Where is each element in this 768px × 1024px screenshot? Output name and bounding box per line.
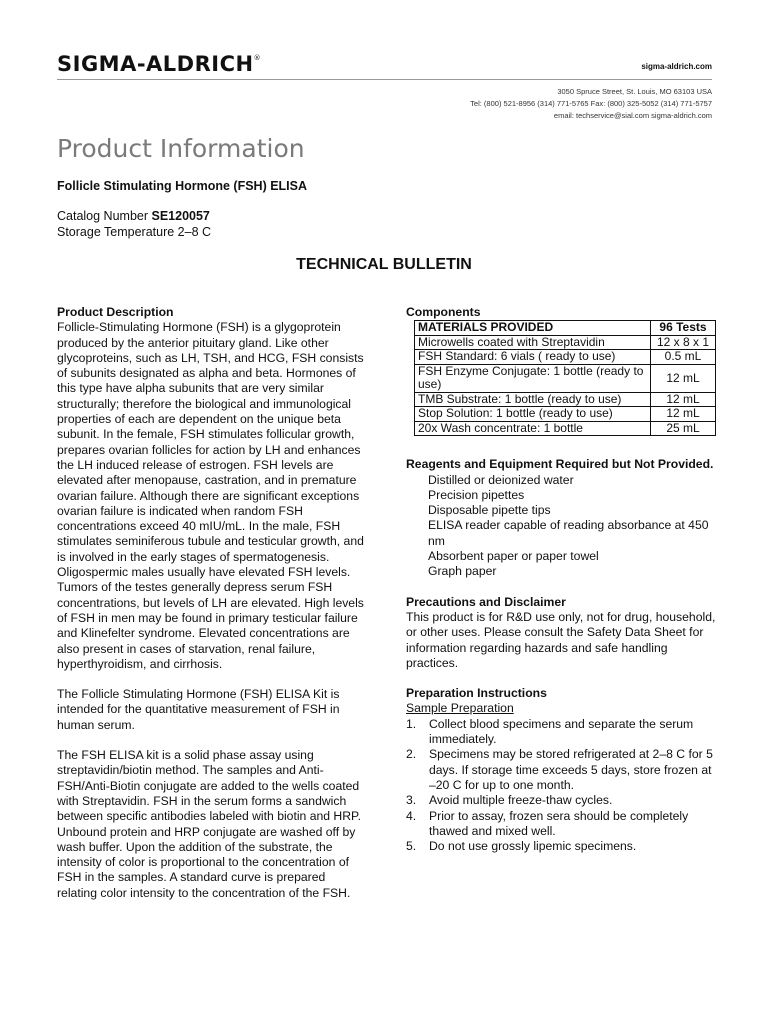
catalog-block <box>57 208 211 240</box>
description-paragraph-2: The Follicle Stimulating Hormone (FSH) ELISA Kit is intended for the quantitative measurement of FSH in human serum. <box>57 687 340 732</box>
phone-fax-line: Tel: (800) 521-8956 (314) 771-5765 Fax: (800) 325-5052 (314) 771-5757 <box>470 99 712 108</box>
preparation-section <box>406 686 716 854</box>
quantity-cell: 25 mL <box>651 421 716 436</box>
table-row <box>415 392 716 407</box>
product-name: Follicle Stimulating Hormone (FSH) ELISA <box>57 179 308 193</box>
left-column <box>57 305 367 916</box>
material-cell: 20x Wash concentrate: 1 bottle <box>415 421 651 436</box>
product-description-heading: Product Description <box>57 305 174 319</box>
list-item <box>406 839 716 854</box>
step-text: Do not use grossly lipemic specimens. <box>429 839 637 854</box>
list-item: Graph paper <box>428 564 497 579</box>
list-item <box>406 747 716 793</box>
site-url[interactable]: sigma-aldrich.com <box>641 62 712 71</box>
quantity-cell: 0.5 mL <box>651 350 716 365</box>
step-number: 3. <box>406 793 417 808</box>
preparation-steps <box>406 717 716 855</box>
description-paragraph-3: The FSH ELISA kit is a solid phase assay using streptavidin/biotin method. The samples and Anti-FSH/Anti-Biotin conjugate are added to the wells coated with Streptavidin. FSH in the serum forms a sandwich between specific antibodies labeled with biotin and HRP. Unbound protein and HRP conjugate are washed off by wash buffer. Upon the addition of the substrate, the intensity of color is proportional to the concentration of FSH in the samples. A standard curve is prepared relating color intensity to the concentration of the FSH. <box>57 748 361 900</box>
step-number: 4. <box>406 808 417 823</box>
materials-header: MATERIALS PROVIDED <box>415 321 651 336</box>
list-item: Disposable pipette tips <box>428 503 551 518</box>
material-cell: FSH Enzyme Conjugate: 1 bottle (ready to use) <box>415 364 651 392</box>
description-paragraph-1: Follicle-Stimulating Hormone (FSH) is a glygoprotein produced by the anterior pituitary gland. Like other glycoproteins, such as LH, TSH, and HCG, FSH consists of subunits designated as alpha and beta. Hormones of this type have alpha subunits that are very similar structurally; therefore the biological and immunological properties of each are dependent on the unique beta subunit. In the female, FSH stimulates follicular growth, prepares ovarian follicles for action by LH and enhances the LH induced release of estrogen. FSH levels are elevated after menopause, castration, and in premature ovarian failure. Although there are significant exceptions ovarian failure is indicated when random FSH concentrations exceed 40 mIU/mL. In the male, FSH stimulates seminiferous tubule and testicular growth, and is involved in the early stages of spermatogenesis. Oligospermic males usually have elevated FSH levels. Tumors of the testes generally depress serum FSH concentrations, but levels of LH are elevated. High levels of FSH in men may be found in primary testicular failure and Klinefelter syndrome. Elevated concentrations are also present in cases of starvation, renal failure, hyperthyroidism, and cirrhosis. <box>57 320 364 671</box>
logo-text: SIGMA-ALDRICH <box>57 52 254 76</box>
preparation-heading: Preparation Instructions <box>406 686 547 701</box>
header-rule <box>57 79 712 80</box>
components-heading: Components <box>406 305 481 319</box>
step-text: Collect blood specimens and separate the serum immediately. <box>429 716 694 747</box>
table-row <box>415 421 716 436</box>
materials-table <box>414 320 716 436</box>
table-row <box>415 364 716 392</box>
registered-mark: ® <box>253 54 262 62</box>
precautions-text: This product is for R&D use only, not for drug, household, or other uses. Please consult the Safety Data Sheet for information regarding hazards and safe handling practices. <box>406 609 716 670</box>
storage-temperature: Storage Temperature 2–8 C <box>57 225 212 239</box>
list-item: ELISA reader capable of reading absorbance at 450 nm <box>428 518 709 548</box>
page-title: Product Information <box>57 134 305 163</box>
sigma-aldrich-logo <box>57 52 261 76</box>
quantity-cell: 12 mL <box>651 407 716 422</box>
step-number: 1. <box>406 716 417 731</box>
step-number: 5. <box>406 839 417 854</box>
material-cell: TMB Substrate: 1 bottle (ready to use) <box>415 392 651 407</box>
catalog-value: SE120057 <box>151 209 210 223</box>
table-header-row <box>415 321 716 336</box>
list-item: Precision pipettes <box>428 487 525 502</box>
catalog-number <box>57 208 211 224</box>
precautions-section <box>406 595 716 671</box>
list-item <box>406 717 716 748</box>
precautions-heading: Precautions and Disclaimer <box>406 594 566 609</box>
quantity-cell: 12 mL <box>651 364 716 392</box>
quantity-cell: 12 mL <box>651 392 716 407</box>
material-cell: Microwells coated with Streptavidin <box>415 335 651 350</box>
sample-preparation-subheading: Sample Preparation <box>406 701 514 716</box>
reagents-section <box>406 457 716 579</box>
step-text: Avoid multiple freeze-thaw cycles. <box>429 793 613 808</box>
table-row <box>415 335 716 350</box>
tests-header: 96 Tests <box>651 321 716 336</box>
step-number: 2. <box>406 747 417 762</box>
technical-bulletin-heading: TECHNICAL BULLETIN <box>296 256 472 273</box>
address-block <box>470 86 712 122</box>
address-line: 3050 Spruce Street, St. Louis, MO 63103 USA <box>557 87 712 96</box>
email-line[interactable]: email: techservice@sial.com sigma-aldrich.com <box>553 111 712 120</box>
table-row <box>415 350 716 365</box>
list-item <box>406 793 716 808</box>
right-column <box>406 305 716 854</box>
table-row <box>415 407 716 422</box>
quantity-cell: 12 x 8 x 1 <box>651 335 716 350</box>
list-item <box>406 809 716 840</box>
list-item: Absorbent paper or paper towel <box>428 549 599 564</box>
material-cell: FSH Standard: 6 vials ( ready to use) <box>415 350 651 365</box>
reagents-heading: Reagents and Equipment Required but Not Provided. <box>406 457 714 472</box>
list-item: Distilled or deionized water <box>428 472 574 487</box>
reagents-list <box>406 473 716 580</box>
catalog-label: Catalog Number <box>57 209 152 223</box>
step-text: Specimens may be stored refrigerated at 2–8 C for 5 days. If storage time exceeds 5 days, store frozen at –20 C for up to one month. <box>429 747 713 792</box>
step-text: Prior to assay, frozen sera should be completely thawed and mixed well. <box>429 808 689 838</box>
material-cell: Stop Solution: 1 bottle (ready to use) <box>415 407 651 422</box>
